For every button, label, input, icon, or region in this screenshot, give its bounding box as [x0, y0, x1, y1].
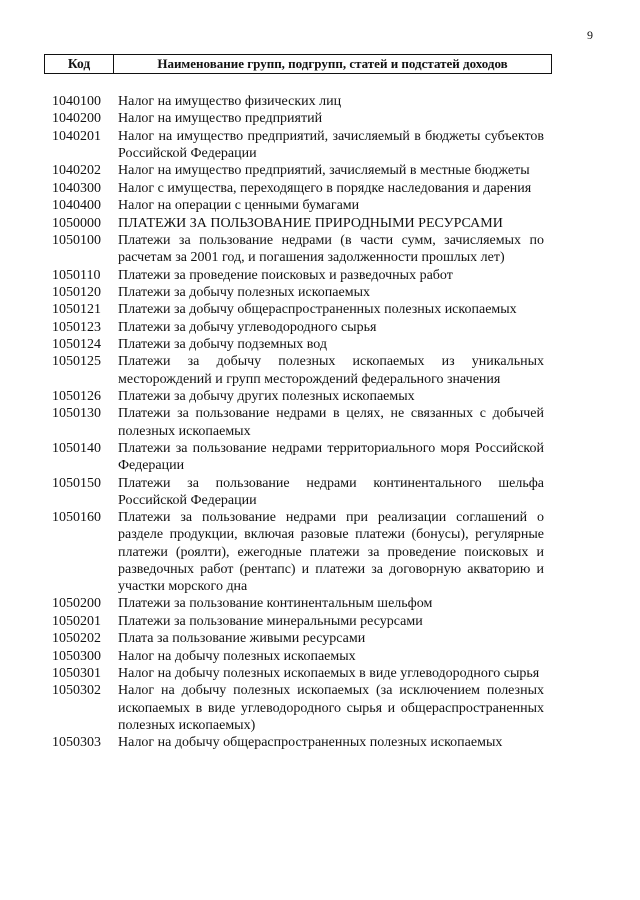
list-item: [52, 93, 544, 110]
list-item: [52, 319, 544, 336]
list-item: [52, 405, 544, 439]
list-item: [52, 665, 544, 682]
entry-name: Платежи за пользование минеральными ресурсами: [118, 613, 423, 629]
list-item: [52, 734, 544, 751]
entry-name: Платежи за добычу подземных вод: [118, 337, 328, 353]
list-item: [52, 682, 544, 734]
entry-name: Платежи за добычу полезных ископаемых: [118, 284, 370, 300]
entry-name: Налог на добычу полезных ископаемых (за исключением полезных ископаемых в виде углеводородного сырья и общераспространенных полезных ископаемых): [118, 683, 544, 733]
entry-code: 1050123: [52, 319, 101, 335]
table-header: [44, 54, 552, 74]
entry-name: Платежи за добычу углеводородного сырья: [118, 319, 377, 335]
entry-name: Платежи за пользование недрами (в части сумм, зачисляемых по расчетам за 2001 год, и погашения задолженности прошлых лет): [118, 232, 544, 266]
entry-name: Налог на добычу полезных ископаемых в виде углеводородного сырья: [118, 666, 540, 682]
list-item: [52, 509, 544, 595]
entry-name: Платежи за проведение поисковых и разведочных работ: [118, 267, 453, 283]
entry-code: 1050150: [52, 475, 101, 491]
page-number: 9: [587, 28, 593, 42]
list-item: [52, 648, 544, 665]
list-item: [52, 180, 544, 197]
entry-code: 1040100: [52, 94, 101, 109]
list-item: [52, 284, 544, 301]
entry-name: Налог с имущества, переходящего в порядке наследования и дарения: [118, 180, 532, 196]
list-item: [52, 595, 544, 612]
list-item: [52, 630, 544, 647]
entry-code: 1050130: [52, 406, 101, 422]
entry-name: Налог на имущество предприятий, зачисляемый в бюджеты субъектов Российской Федерации: [118, 128, 544, 161]
entry-name: Платежи за добычу полезных ископаемых из уникальных месторождений и групп месторождений федерального значения: [118, 354, 544, 387]
entry-code: 1050160: [52, 510, 101, 526]
entry-code: 1050121: [52, 302, 101, 318]
entry-code: 1050000: [52, 215, 101, 231]
entry-code: 1050303: [52, 735, 101, 751]
income-codes-list: [52, 93, 544, 752]
list-item: [52, 128, 544, 162]
entry-name: Налог на добычу общераспространенных полезных ископаемых: [118, 735, 503, 751]
list-item: [52, 475, 544, 509]
list-item: [52, 613, 544, 630]
entry-name: Платежи за пользование недрами в целях, не связанных с добычей полезных ископаемых: [118, 406, 544, 439]
list-item: [52, 301, 544, 318]
entry-code: 1050120: [52, 284, 101, 300]
entry-code: 1050201: [52, 613, 101, 629]
entry-name: Платежи за пользование недрами континентального шельфа Российской Федерации: [118, 475, 544, 508]
list-item: [52, 110, 544, 127]
entry-code: 1050302: [52, 683, 101, 699]
entry-name: Налог на добычу полезных ископаемых: [118, 648, 356, 664]
entry-code: 1050301: [52, 666, 101, 682]
entry-code: 1050125: [52, 354, 101, 370]
entry-code: 1050110: [52, 267, 101, 283]
entry-code: 1050100: [52, 232, 101, 248]
entry-name: ПЛАТЕЖИ ЗА ПОЛЬЗОВАНИЕ ПРИРОДНЫМИ РЕСУРСАМИ: [118, 215, 503, 231]
entry-code: 1050126: [52, 389, 101, 405]
entry-code: 1040300: [52, 180, 101, 196]
entry-name: Платежи за пользование недрами при реализации соглашений о разделе продукции, включая разовые платежи (бонусы), регулярные платежи (роялти), ежегодные платежи за проведение поисковых и разведочных работ (рентапс) и платежи за договорную акваторию и участки морского дна: [118, 510, 544, 595]
list-item: [52, 162, 544, 179]
entry-name: Налог на имущество физических лиц: [118, 94, 342, 109]
entry-code: 1050200: [52, 596, 101, 612]
entry-name: Платежи за пользование недрами территориального моря Российской Федерации: [118, 441, 544, 474]
entry-code: 1050140: [52, 441, 101, 457]
entry-code: 1040200: [52, 111, 101, 127]
list-item: [52, 353, 544, 387]
entry-code: 1040202: [52, 163, 101, 179]
list-item: [52, 232, 544, 266]
list-item: [52, 267, 544, 284]
section-heading-row: [52, 215, 544, 232]
name-column-header: Наименование групп, подгрупп, статей и подстатей доходов: [157, 56, 508, 71]
code-column-header: Код: [45, 55, 114, 73]
entry-name: Платежи за добычу общераспространенных полезных ископаемых: [118, 302, 517, 318]
entry-name: Налог на операции с ценными бумагами: [118, 198, 360, 214]
entry-name: Налог на имущество предприятий: [118, 111, 323, 127]
entry-code: 1040201: [52, 128, 101, 144]
list-item: [52, 388, 544, 405]
entry-name: Платежи за пользование континентальным шельфом: [118, 596, 433, 612]
list-item: [52, 336, 544, 353]
entry-name: Плата за пользование живыми ресурсами: [118, 631, 366, 647]
entry-name: Платежи за добычу других полезных ископаемых: [118, 389, 415, 405]
list-item: [52, 440, 544, 474]
entry-code: 1050202: [52, 631, 101, 647]
list-item: [52, 197, 544, 214]
entry-name: Налог на имущество предприятий, зачисляемый в местные бюджеты: [118, 163, 530, 179]
entry-code: 1040400: [52, 198, 101, 214]
entry-code: 1050124: [52, 337, 101, 353]
entry-code: 1050300: [52, 648, 101, 664]
